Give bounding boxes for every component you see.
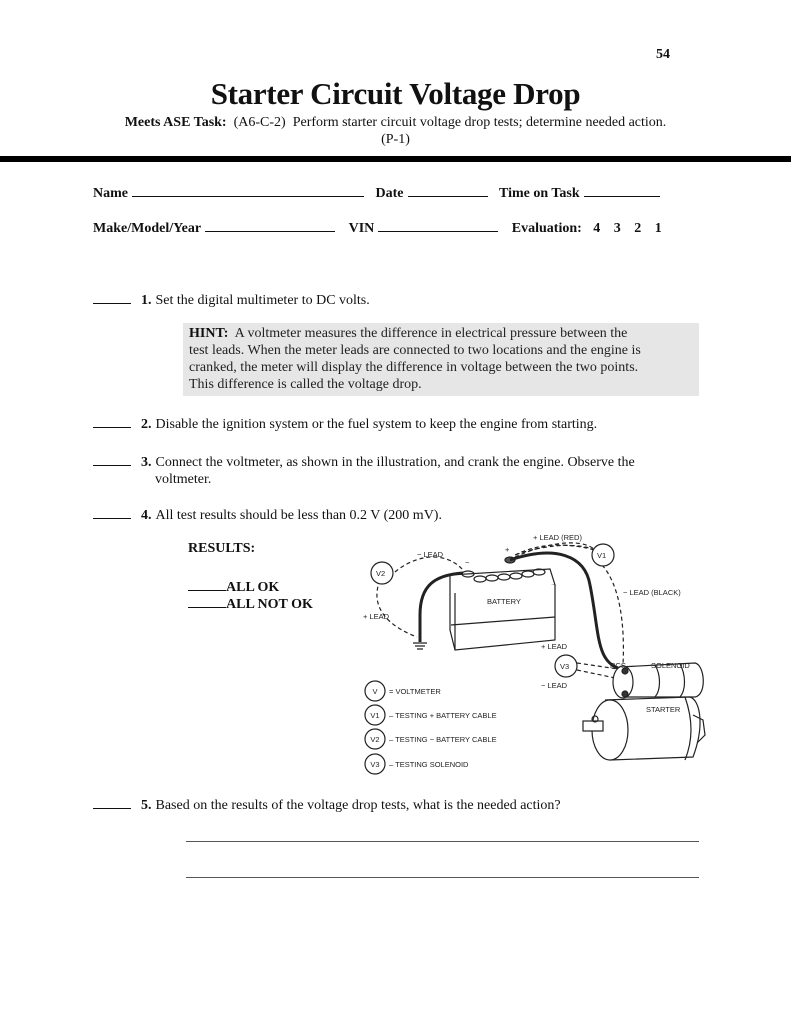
step-5-number: 5. (141, 798, 152, 813)
result-all-not-ok-checkoff[interactable] (188, 595, 226, 608)
make-model-year-label: Make/Model/Year (93, 221, 202, 236)
results-label: RESULTS: (188, 541, 256, 556)
answer-line-1[interactable] (186, 841, 699, 842)
legend-v-text: = VOLTMETER (389, 687, 441, 696)
ase-task (0, 114, 791, 148)
vin-label: VIN (348, 221, 375, 236)
label-pos-lead: + LEAD (363, 612, 390, 621)
evaluation-option-1[interactable]: 1 (654, 221, 662, 236)
header-divider (0, 156, 791, 162)
evaluation-option-3[interactable]: 3 (613, 221, 621, 236)
evaluation-option-2[interactable]: 2 (634, 221, 642, 236)
result-all-ok (188, 578, 279, 596)
step-5-checkoff[interactable] (93, 796, 131, 809)
starter-motor-icon (583, 697, 705, 760)
time-on-task-field[interactable] (584, 184, 660, 197)
hint-box (183, 323, 699, 396)
step-5-text: Based on the results of the voltage drop tests, what is the needed action? (155, 798, 561, 813)
ase-task-priority: (P-1) (381, 132, 410, 147)
label-starter: STARTER (646, 705, 681, 714)
step-2 (93, 415, 597, 433)
step-3-checkoff[interactable] (93, 453, 131, 466)
step-5 (93, 796, 561, 814)
step-4-checkoff[interactable] (93, 506, 131, 519)
step-3-number: 3. (141, 455, 152, 470)
page-title: Starter Circuit Voltage Drop (210, 76, 581, 111)
step-2-checkoff[interactable] (93, 415, 131, 428)
ase-task-line (0, 114, 791, 131)
ase-task-text: Perform starter circuit voltage drop tests; determine needed action. (292, 115, 667, 130)
answer-line-2[interactable] (186, 877, 699, 878)
step-3 (93, 453, 635, 488)
voltage-drop-diagram (355, 525, 755, 785)
step-2-text: Disable the ignition system or the fuel system to keep the engine from starting. (155, 417, 598, 432)
label-v2: V2 (376, 569, 386, 578)
label-battery: BATTERY (487, 597, 521, 606)
evaluation-option-4[interactable]: 4 (593, 221, 601, 236)
label-pos-lead-red: + LEAD (RED) (533, 533, 582, 542)
ase-task-code: (A6-C-2) (233, 115, 286, 130)
step-4-number: 4. (141, 508, 152, 523)
legend-v1-symbol: V1 (370, 711, 380, 720)
label-minus-terminal: − (465, 558, 470, 567)
date-label: Date (375, 186, 404, 201)
step-1-text: Set the digital multimeter to DC volts. (155, 293, 370, 308)
legend-v-symbol: V (372, 687, 378, 696)
step-3-text: Connect the voltmeter, as shown in the illustration, and crank the engine. Observe the (155, 455, 635, 470)
step-1 (93, 291, 370, 309)
name-label: Name (93, 186, 128, 201)
name-field[interactable] (132, 184, 364, 197)
step-4-text: All test results should be less than 0.2 V (200 mV). (155, 508, 442, 523)
result-all-not-ok (188, 595, 313, 613)
ase-task-label: Meets ASE Task: (124, 115, 227, 130)
result-all-ok-checkoff[interactable] (188, 578, 226, 591)
legend-v1-text: – TESTING + BATTERY CABLE (389, 711, 497, 720)
hint-line-2: test leads. When the meter leads are connected to two locations and the engine is (189, 343, 641, 358)
legend-v3-symbol: V3 (370, 760, 380, 769)
make-model-year-field[interactable] (205, 219, 335, 232)
evaluation-label: Evaluation: (511, 221, 582, 236)
label-v3: V3 (560, 662, 570, 671)
legend-v2-text: – TESTING − BATTERY CABLE (389, 735, 497, 744)
label-neg-lead: − LEAD (417, 550, 444, 559)
label-v1: V1 (597, 551, 607, 560)
label-solenoid: SOLENOID (651, 661, 690, 670)
hint-line-1: A voltmeter measures the difference in electrical pressure between the (234, 326, 628, 341)
result-all-not-ok-label: ALL NOT OK (226, 597, 313, 612)
page-number: 54 (656, 47, 670, 62)
ground-icon (413, 643, 427, 649)
label-v3-pos-lead: + LEAD (541, 642, 568, 651)
step-3-text-cont: voltmeter. (155, 472, 212, 487)
hint-label: HINT: (189, 326, 229, 341)
date-field[interactable] (408, 184, 488, 197)
step-1-number: 1. (141, 293, 152, 308)
step-2-number: 2. (141, 417, 152, 432)
label-neg-lead-black: − LEAD (BLACK) (623, 588, 681, 597)
label-rcs: RCS (610, 661, 626, 670)
hint-line-4: This difference is called the voltage drop. (189, 377, 422, 392)
label-v3-neg-lead: − LEAD (541, 681, 568, 690)
result-all-ok-label: ALL OK (226, 580, 280, 595)
time-on-task-label: Time on Task (499, 186, 580, 201)
legend-v3-text: – TESTING SOLENOID (389, 760, 469, 769)
info-row-2 (93, 219, 662, 237)
vin-field[interactable] (378, 219, 498, 232)
label-plus-terminal: + (505, 545, 510, 554)
hint-line-3: cranked, the meter will display the difference in voltage between the two points. (189, 360, 639, 375)
info-row-1 (93, 184, 664, 202)
step-4 (93, 506, 442, 524)
legend-v2-symbol: V2 (370, 735, 380, 744)
step-1-checkoff[interactable] (93, 291, 131, 304)
